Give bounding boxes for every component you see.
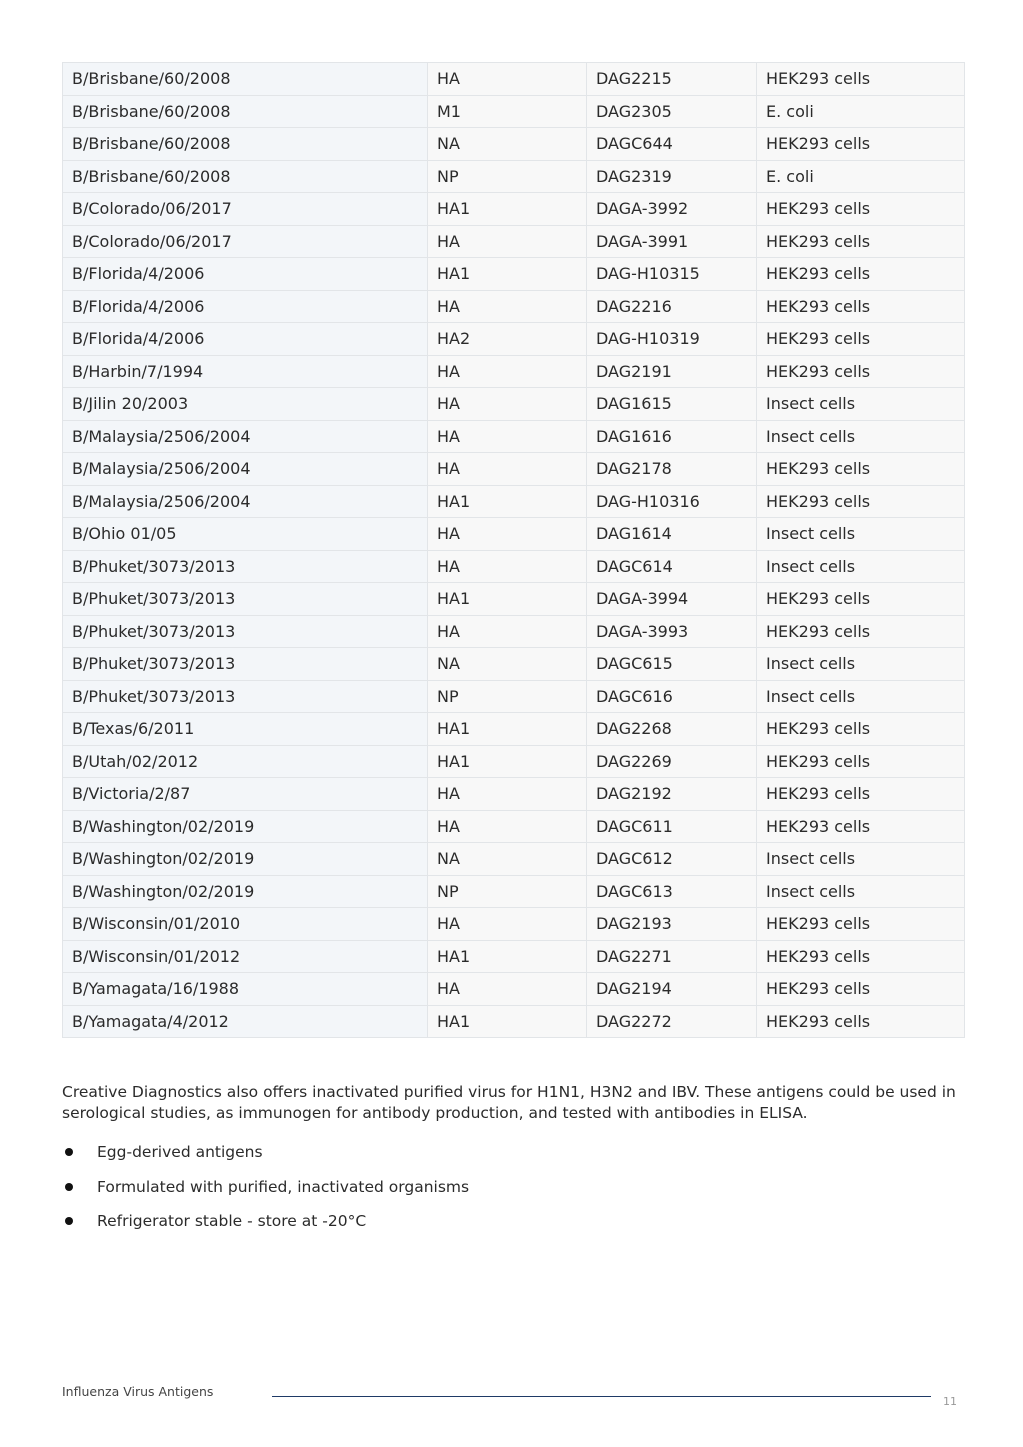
strain-cell: B/Texas/6/2011 (63, 713, 428, 746)
catalog-cell: DAGC644 (587, 128, 757, 161)
footer-divider (272, 1396, 931, 1397)
expression-system-cell: Insect cells (757, 843, 965, 876)
antigen-cell: HA (428, 453, 587, 486)
table-row (63, 63, 965, 96)
catalog-cell: DAGA-3994 (587, 583, 757, 616)
page-number: 11 (943, 1395, 957, 1408)
strain-cell: B/Phuket/3073/2013 (63, 615, 428, 648)
strain-cell: B/Florida/4/2006 (63, 323, 428, 356)
table-row (63, 648, 965, 681)
expression-system-cell: HEK293 cells (757, 453, 965, 486)
expression-system-cell: HEK293 cells (757, 583, 965, 616)
table-row (63, 908, 965, 941)
strain-cell: B/Yamagata/16/1988 (63, 973, 428, 1006)
table-row (63, 810, 965, 843)
catalog-cell: DAGA-3991 (587, 225, 757, 258)
table-row (63, 290, 965, 323)
table-row (63, 583, 965, 616)
strain-cell: B/Florida/4/2006 (63, 290, 428, 323)
strain-cell: B/Malaysia/2506/2004 (63, 485, 428, 518)
catalog-cell: DAG1615 (587, 388, 757, 421)
table-row (63, 843, 965, 876)
catalog-cell: DAG-H10315 (587, 258, 757, 291)
antigen-cell: HA (428, 420, 587, 453)
table-row (63, 420, 965, 453)
antigen-cell: NA (428, 128, 587, 161)
table-row (63, 778, 965, 811)
catalog-cell: DAG2193 (587, 908, 757, 941)
expression-system-cell: Insect cells (757, 550, 965, 583)
expression-system-cell: Insect cells (757, 518, 965, 551)
antigen-cell: HA1 (428, 193, 587, 226)
catalog-cell: DAG-H10319 (587, 323, 757, 356)
antigen-cell: HA (428, 550, 587, 583)
table-row (63, 323, 965, 356)
catalog-cell: DAG2191 (587, 355, 757, 388)
expression-system-cell: HEK293 cells (757, 128, 965, 161)
feature-list-item (62, 1135, 962, 1170)
strain-cell: B/Ohio 01/05 (63, 518, 428, 551)
table-row (63, 258, 965, 291)
expression-system-cell: HEK293 cells (757, 973, 965, 1006)
table-row (63, 875, 965, 908)
description-paragraph: Creative Diagnostics also offers inactivated purified virus for H1N1, H3N2 and IBV. These antigens could be used in serological studies, as immunogen for antibody production, and tested with antibodies in ELISA. (62, 1083, 956, 1122)
antigen-cell: HA (428, 908, 587, 941)
antigen-cell: HA (428, 225, 587, 258)
antigen-cell: HA1 (428, 485, 587, 518)
catalog-cell: DAG2319 (587, 160, 757, 193)
expression-system-cell: Insect cells (757, 680, 965, 713)
strain-cell: B/Washington/02/2019 (63, 810, 428, 843)
strain-cell: B/Phuket/3073/2013 (63, 648, 428, 681)
bullet-icon (65, 1217, 73, 1225)
table-row (63, 355, 965, 388)
table-row (63, 128, 965, 161)
expression-system-cell: E. coli (757, 95, 965, 128)
strain-cell: B/Phuket/3073/2013 (63, 680, 428, 713)
antigen-cell: NP (428, 875, 587, 908)
antigen-cell: HA (428, 388, 587, 421)
antigen-cell: HA1 (428, 583, 587, 616)
table-row (63, 453, 965, 486)
catalog-cell: DAG2269 (587, 745, 757, 778)
antigen-cell: NP (428, 680, 587, 713)
table-row (63, 615, 965, 648)
expression-system-cell: HEK293 cells (757, 1005, 965, 1038)
expression-system-cell: HEK293 cells (757, 355, 965, 388)
catalog-cell: DAGC616 (587, 680, 757, 713)
table-row (63, 518, 965, 551)
expression-system-cell: E. coli (757, 160, 965, 193)
table-row (63, 680, 965, 713)
strain-cell: B/Brisbane/60/2008 (63, 63, 428, 96)
strain-cell: B/Brisbane/60/2008 (63, 95, 428, 128)
table-row (63, 225, 965, 258)
table-row (63, 713, 965, 746)
strain-cell: B/Harbin/7/1994 (63, 355, 428, 388)
feature-text: Refrigerator stable - store at -20°C (97, 1212, 367, 1231)
catalog-cell: DAGA-3993 (587, 615, 757, 648)
table-row (63, 745, 965, 778)
catalog-cell: DAG2192 (587, 778, 757, 811)
expression-system-cell: HEK293 cells (757, 615, 965, 648)
strain-cell: B/Florida/4/2006 (63, 258, 428, 291)
feature-text: Formulated with purified, inactivated organisms (97, 1177, 470, 1196)
antigen-cell: HA (428, 63, 587, 96)
catalog-cell: DAG2215 (587, 63, 757, 96)
table-row (63, 940, 965, 973)
catalog-cell: DAGC612 (587, 843, 757, 876)
antigen-cell: NP (428, 160, 587, 193)
feature-text: Egg-derived antigens (97, 1143, 263, 1162)
catalog-cell: DAGA-3992 (587, 193, 757, 226)
catalog-cell: DAG2178 (587, 453, 757, 486)
feature-list-item (62, 1204, 962, 1239)
expression-system-cell: HEK293 cells (757, 290, 965, 323)
expression-system-cell: HEK293 cells (757, 485, 965, 518)
strain-cell: B/Phuket/3073/2013 (63, 550, 428, 583)
strain-cell: B/Malaysia/2506/2004 (63, 420, 428, 453)
table-row (63, 973, 965, 1006)
strain-cell: B/Colorado/06/2017 (63, 193, 428, 226)
antigen-cell: HA1 (428, 1005, 587, 1038)
table-row (63, 193, 965, 226)
expression-system-cell: HEK293 cells (757, 63, 965, 96)
catalog-cell: DAGC614 (587, 550, 757, 583)
expression-system-cell: Insect cells (757, 648, 965, 681)
antigen-table (62, 62, 965, 1038)
expression-system-cell: HEK293 cells (757, 940, 965, 973)
catalog-cell: DAG2216 (587, 290, 757, 323)
antigen-cell: HA (428, 615, 587, 648)
catalog-cell: DAG2305 (587, 95, 757, 128)
strain-cell: B/Washington/02/2019 (63, 875, 428, 908)
strain-cell: B/Washington/02/2019 (63, 843, 428, 876)
strain-cell: B/Brisbane/60/2008 (63, 128, 428, 161)
catalog-cell: DAG2271 (587, 940, 757, 973)
antigen-cell: HA1 (428, 258, 587, 291)
antigen-cell: NA (428, 843, 587, 876)
strain-cell: B/Malaysia/2506/2004 (63, 453, 428, 486)
antigen-cell: HA1 (428, 745, 587, 778)
expression-system-cell: HEK293 cells (757, 713, 965, 746)
strain-cell: B/Utah/02/2012 (63, 745, 428, 778)
bullet-icon (65, 1183, 73, 1191)
antigen-cell: NA (428, 648, 587, 681)
table-row (63, 550, 965, 583)
strain-cell: B/Brisbane/60/2008 (63, 160, 428, 193)
antigen-cell: HA (428, 355, 587, 388)
expression-system-cell: HEK293 cells (757, 193, 965, 226)
catalog-cell: DAGC611 (587, 810, 757, 843)
catalog-cell: DAG-H10316 (587, 485, 757, 518)
feature-list (62, 1135, 962, 1239)
catalog-cell: DAGC613 (587, 875, 757, 908)
table-row (63, 1005, 965, 1038)
expression-system-cell: Insect cells (757, 420, 965, 453)
strain-cell: B/Jilin 20/2003 (63, 388, 428, 421)
table-row (63, 160, 965, 193)
strain-cell: B/Victoria/2/87 (63, 778, 428, 811)
antigen-cell: HA1 (428, 713, 587, 746)
antigen-cell: HA (428, 973, 587, 1006)
strain-cell: B/Phuket/3073/2013 (63, 583, 428, 616)
expression-system-cell: HEK293 cells (757, 810, 965, 843)
strain-cell: B/Yamagata/4/2012 (63, 1005, 428, 1038)
antigen-cell: HA (428, 778, 587, 811)
expression-system-cell: Insect cells (757, 875, 965, 908)
table-row (63, 388, 965, 421)
antigen-cell: HA2 (428, 323, 587, 356)
antigen-cell: HA (428, 290, 587, 323)
catalog-cell: DAG1616 (587, 420, 757, 453)
strain-cell: B/Wisconsin/01/2010 (63, 908, 428, 941)
strain-cell: B/Wisconsin/01/2012 (63, 940, 428, 973)
catalog-cell: DAG1614 (587, 518, 757, 551)
catalog-cell: DAG2268 (587, 713, 757, 746)
footer-title: Influenza Virus Antigens (62, 1384, 214, 1399)
feature-list-item (62, 1170, 962, 1205)
expression-system-cell: HEK293 cells (757, 745, 965, 778)
strain-cell: B/Colorado/06/2017 (63, 225, 428, 258)
expression-system-cell: Insect cells (757, 388, 965, 421)
bullet-icon (65, 1148, 73, 1156)
antigen-cell: HA1 (428, 940, 587, 973)
antigen-cell: HA (428, 518, 587, 551)
catalog-cell: DAG2272 (587, 1005, 757, 1038)
antigen-table-body (63, 63, 965, 1038)
catalog-cell: DAGC615 (587, 648, 757, 681)
table-row (63, 485, 965, 518)
table-row (63, 95, 965, 128)
expression-system-cell: HEK293 cells (757, 258, 965, 291)
antigen-cell: M1 (428, 95, 587, 128)
expression-system-cell: HEK293 cells (757, 778, 965, 811)
catalog-cell: DAG2194 (587, 973, 757, 1006)
expression-system-cell: HEK293 cells (757, 225, 965, 258)
expression-system-cell: HEK293 cells (757, 908, 965, 941)
expression-system-cell: HEK293 cells (757, 323, 965, 356)
antigen-cell: HA (428, 810, 587, 843)
